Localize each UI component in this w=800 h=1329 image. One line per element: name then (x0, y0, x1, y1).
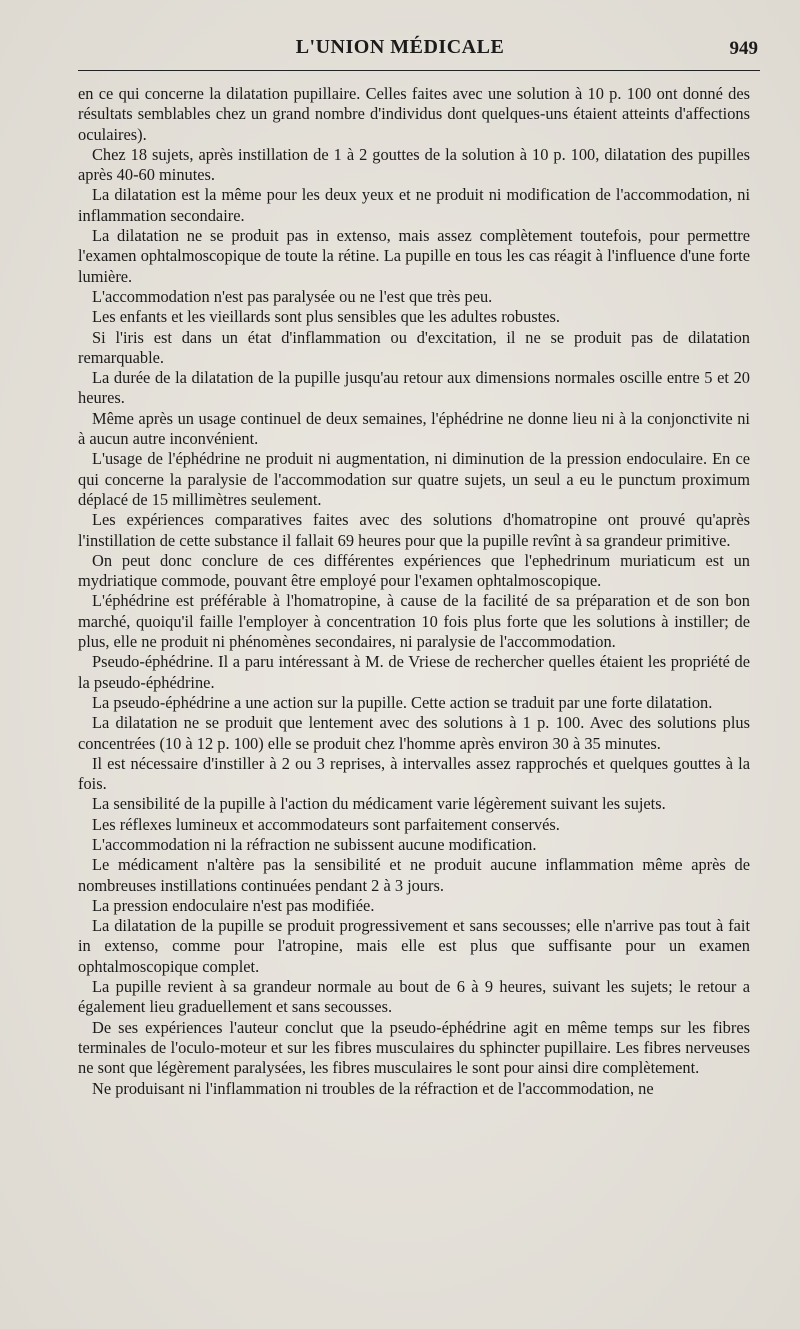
running-title: L'UNION MÉDICALE (295, 36, 505, 58)
paragraph: La pseudo-éphédrine a une action sur la pupille. Cette action se traduit par une forte dilatation. (92, 692, 713, 712)
paragraph: De ses expériences l'auteur conclut que la pseudo-éphédrine agit en même temps sur les fibres terminales de l'oculo-moteur et sur les fibres musculaires du sphincter pupillaire. Les fibres nerveuses ne sont que légèrement paralysées, les fibres musculaires le sont pour ainsi dire complètement. (78, 1017, 750, 1078)
paragraph: La dilatation est la même pour les deux yeux et ne produit ni modification de l'accommodation, ni inflammation secondaire. (78, 185, 750, 225)
paragraph: L'accommodation n'est pas paralysée ou ne l'est que très peu. (92, 286, 493, 306)
paragraph: La pression endoculaire n'est pas modifiée. (92, 895, 375, 915)
paragraph: Les enfants et les vieillards sont plus sensibles que les adultes robustes. (92, 307, 560, 327)
article-body (78, 84, 750, 1099)
paragraph: L'accommodation ni la réfraction ne subissent aucune modification. (92, 834, 537, 854)
paragraph: La durée de la dilatation de la pupille jusqu'au retour aux dimensions normales oscille entre 5 et 20 heures. (78, 368, 750, 408)
paragraph: La dilatation ne se produit que lentement avec des solutions à 1 p. 100. Avec des solutions plus concentrées (10 à 12 p. 100) elle se produit chez l'homme après environ 30 à 35 minutes. (78, 713, 750, 753)
paragraph: La dilatation de la pupille se produit progressivement et sans secousses; elle n'arrive pas tout à fait in extenso, comme pour l'atropine, mais elle est plus que suffisante pour un examen ophtalmoscopique complet. (78, 916, 750, 976)
paragraph: Il est nécessaire d'instiller à 2 ou 3 reprises, à intervalles assez rapprochés et quelques gouttes à la fois. (78, 753, 750, 794)
paragraph: Si l'iris est dans un état d'inflammation ou d'excitation, il ne se produit pas de dilatation remarquable. (78, 327, 750, 367)
paragraph: Même après un usage continuel de deux semaines, l'éphédrine ne donne lieu ni à la conjonctivite ni à aucun autre inconvénient. (78, 408, 750, 449)
paragraph: On peut donc conclure de ces différentes expériences que l'ephedrinum muriaticum est un mydriatique commode, pouvant être employé pour l'examen ophtalmoscopique. (78, 550, 750, 591)
paragraph-truncated: Ne produisant ni l'inflammation ni troubles de la réfraction et de l'accommodation, ne (92, 1078, 654, 1098)
paragraph: La dilatation ne se produit pas in extenso, mais assez complètement toutefois, pour permettre l'examen ophtalmoscopique de toute la rétine. La pupille en tous les cas réagit à l'influence d'une forte lumière. (78, 226, 750, 286)
paragraph: Les expériences comparatives faites avec des solutions d'homatropine ont prouvé qu'après l'instillation de cette substance il fallait 69 heures pour que la pupille revînt à sa grandeur primitive. (78, 510, 750, 550)
paragraph: L'éphédrine est préférable à l'homatropine, à cause de la facilité de sa préparation et de son bon marché, quoiqu'il faille l'employer à concentration 10 fois plus forte que les solutions à instiller; de plus, elle ne produit ni phénomènes secondaires, ni paralysie de l'accommodation. (78, 591, 750, 652)
header-rule (78, 70, 760, 71)
paragraph-pseudo-ephedrine-heading: Pseudo-éphédrine. Il a paru intéressant à M. de Vriese de rechercher quelles étaient les propriété de la pseudo-éphédrine. (78, 652, 750, 692)
page-header (0, 32, 800, 72)
paragraph: L'usage de l'éphédrine ne produit ni augmentation, ni diminution de la pression endoculaire. En ce qui concerne la paralysie de l'accommodation sur quatre sujets, un seul a eu le punctum proximum déplacé de 15 millimètres seulement. (78, 449, 750, 509)
page-number: 949 (729, 38, 758, 59)
paragraph: Les réflexes lumineux et accommodateurs sont parfaitement conservés. (92, 814, 560, 834)
paragraph-continuation: en ce qui concerne la dilatation pupillaire. Celles faites avec une solution à 10 p. 100 ont donné des résultats semblables chez un grand nombre d'individus dont quelques-uns étaient atteints d'affections oculaires). (78, 84, 750, 144)
paragraph: La pupille revient à sa grandeur normale au bout de 6 à 9 heures, suivant les sujets; le retour a également lieu graduellement et sans secousses. (78, 977, 750, 1017)
paragraph: Le médicament n'altère pas la sensibilité et ne produit aucune inflammation même après de nombreuses instillations continuées pendant 2 à 3 jours. (78, 855, 750, 895)
paragraph: La sensibilité de la pupille à l'action du médicament varie légèrement suivant les sujets. (92, 794, 666, 814)
paragraph: Chez 18 sujets, après instillation de 1 à 2 gouttes de la solution à 10 p. 100, dilatation des pupilles après 40-60 minutes. (78, 144, 750, 185)
